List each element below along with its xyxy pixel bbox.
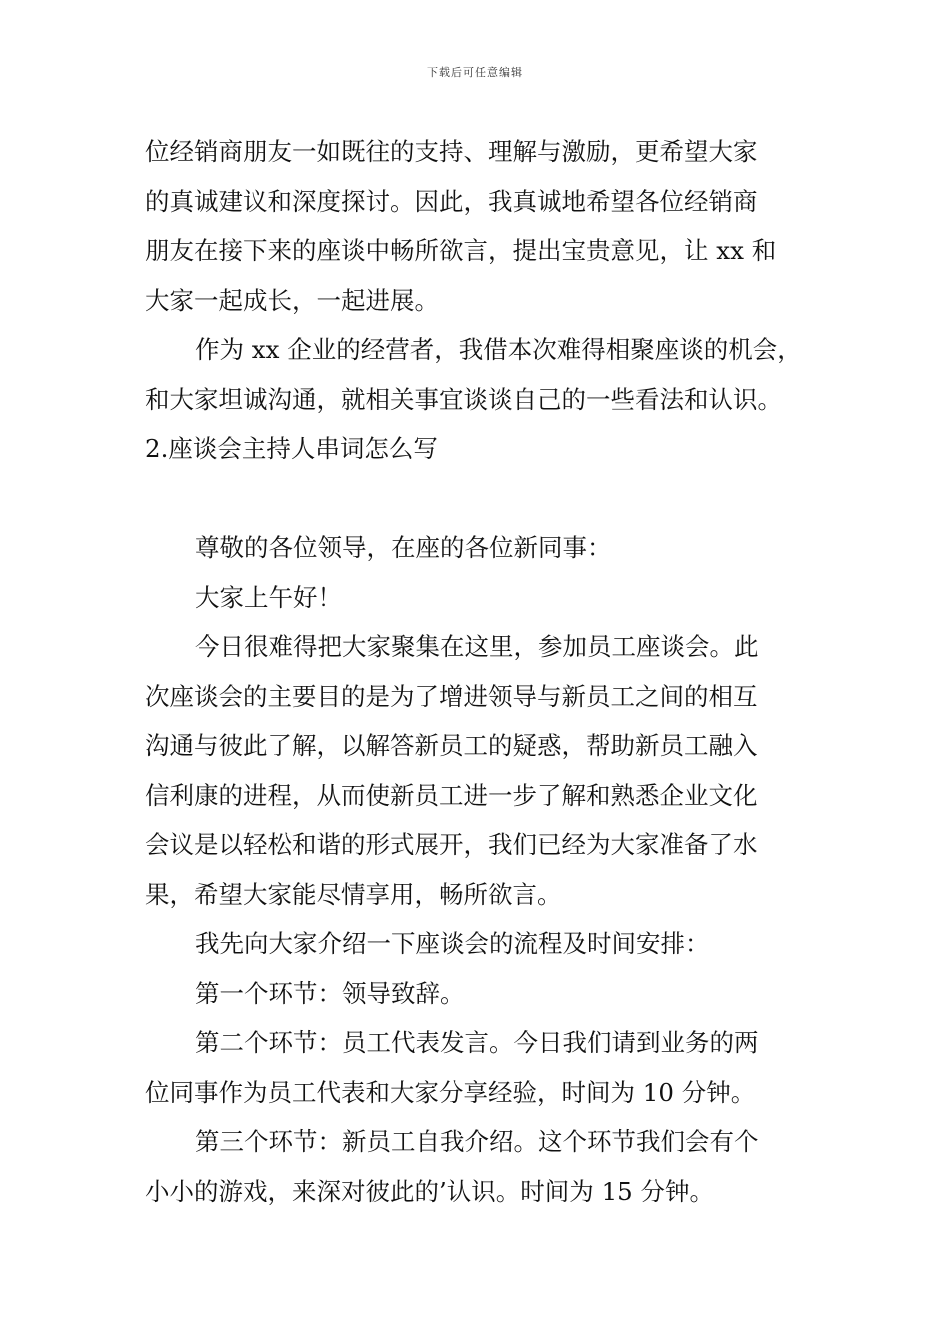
text-line: 第三个环节：新员工自我介绍。这个环节我们会有个 — [195, 1127, 759, 1156]
paragraph — [145, 1117, 820, 1216]
text-line: 位经销商朋友一如既往的支持、理解与激励，更希望大家 — [145, 137, 758, 166]
text-line: 信利康的进程，从而使新员工进一步了解和熟悉企业文化 — [145, 780, 758, 810]
text-line: 次座谈会的主要目的是为了增进领导与新员工之间的相互 — [145, 681, 758, 711]
paragraph — [145, 325, 820, 424]
text-line: 朋友在接下来的座谈中畅所欲言，提出宝贵意见，让 xx 和 — [145, 236, 777, 265]
paragraph — [145, 969, 820, 1019]
text-line: 和大家坦诚沟通，就相关事宜谈谈自己的一些看法和认识。 — [145, 384, 782, 414]
text-line: 小小的游戏，来深对彼此的’认识。时间为 15 分钟。 — [145, 1176, 715, 1206]
paragraph — [145, 919, 820, 969]
text-line: 尊敬的各位领导，在座的各位新同事： — [195, 533, 612, 562]
section-heading — [145, 424, 820, 474]
text-line: 会议是以轻松和谐的形式展开，我们已经为大家准备了水 — [145, 830, 758, 859]
paragraph — [145, 622, 820, 919]
paragraph — [145, 127, 820, 325]
text-line: 我先向大家介绍一下座谈会的流程及时间安排： — [195, 929, 710, 958]
text-line: 大家一起成长，一起进展。 — [145, 285, 439, 315]
text-line: 作为 xx 企业的经营者，我借本次难得相聚座谈的机会， — [195, 335, 802, 364]
text-line: 位同事作为员工代表和大家分享经验，时间为 10 分钟。 — [145, 1077, 756, 1107]
text-line: 第一个环节：领导致辞。 — [195, 978, 465, 1008]
paragraph — [145, 1018, 820, 1117]
text-line: 大家上午好！ — [195, 582, 342, 612]
paragraph — [145, 573, 820, 623]
document-body — [145, 127, 820, 1216]
page-header: 下载后可任意编辑 — [427, 66, 523, 79]
heading-line: 2.座谈会主持人串词怎么写 — [145, 434, 438, 463]
text-line: 果，希望大家能尽情享用，畅所欲言。 — [145, 879, 562, 909]
text-line: 第二个环节：员工代表发言。今日我们请到业务的两 — [195, 1028, 759, 1057]
blank-line — [145, 474, 820, 524]
paragraph — [145, 523, 820, 573]
text-line: 沟通与彼此了解，以解答新员工的疑惑，帮助新员工融入 — [145, 731, 758, 760]
text-line: 的真诚建议和深度探讨。因此，我真诚地希望各位经销商 — [145, 186, 758, 216]
text-line: 今日很难得把大家聚集在这里，参加员工座谈会。此 — [195, 632, 759, 661]
